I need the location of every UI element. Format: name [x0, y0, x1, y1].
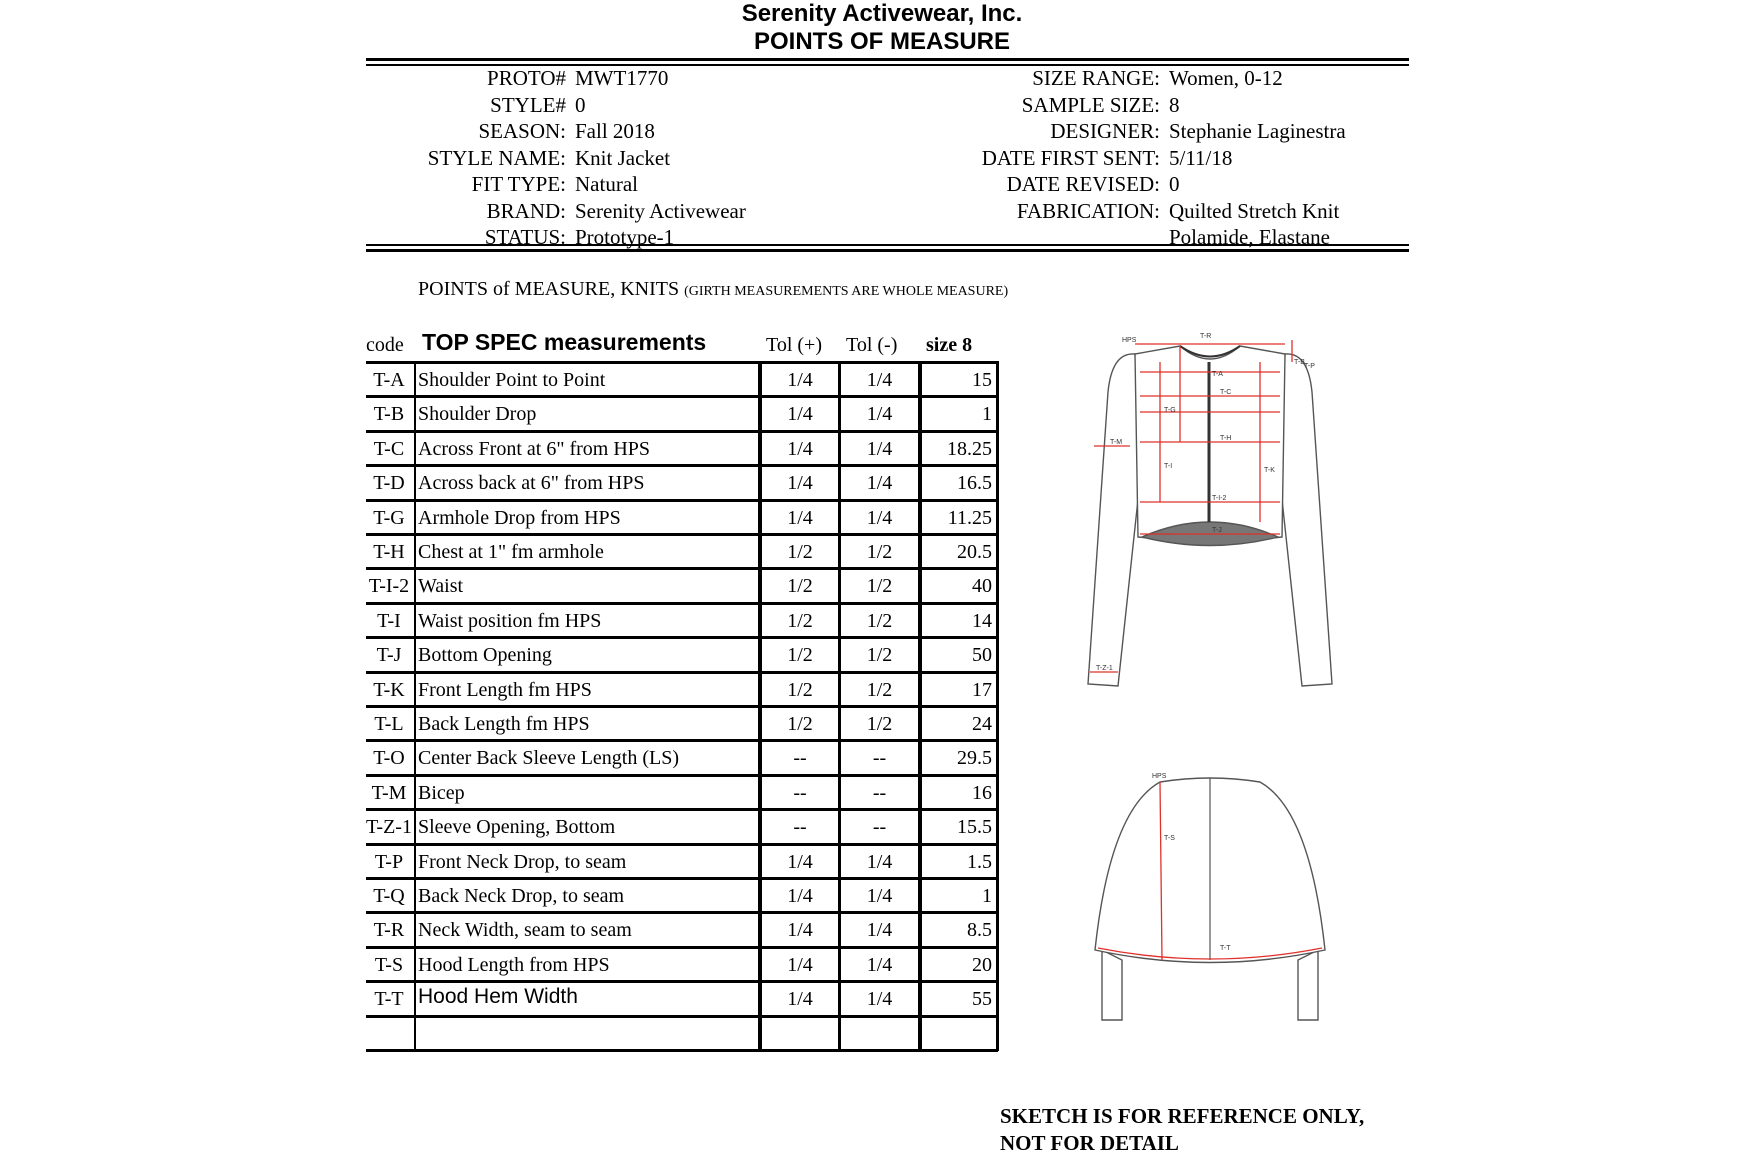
row-size: 1 — [982, 885, 992, 907]
row-description: Armhole Drop from HPS — [418, 506, 621, 529]
row-code: T-L — [374, 713, 404, 735]
row-tol-minus: 1/4 — [866, 885, 893, 907]
row-size: 50 — [972, 644, 992, 667]
info_left-label-3: STYLE NAME: — [427, 145, 566, 170]
table-column-rule — [758, 361, 762, 1051]
table-rule — [366, 395, 998, 398]
table-rule — [366, 602, 998, 605]
row-tol-minus: 1/2 — [866, 678, 893, 701]
front-label-tb: T-B — [1294, 359, 1305, 366]
row-tol-plus: -- — [793, 816, 807, 839]
row-size: 55 — [972, 988, 992, 1011]
row-tol-minus: 1/4 — [866, 472, 893, 495]
row-description: Shoulder Point to Point — [418, 369, 606, 391]
col-header-tol-plus: Tol (+) — [766, 334, 822, 356]
row-description: Front Length fm HPS — [418, 678, 592, 701]
row-size: 8.5 — [967, 919, 992, 942]
info_left-value-0: MWT1770 — [575, 66, 669, 90]
row-tol-plus: 1/2 — [787, 678, 813, 701]
table-rule — [366, 774, 998, 777]
info_left-value-6: Prototype-1 — [575, 225, 675, 249]
table-rule — [366, 567, 998, 570]
row-code: T-Q — [373, 885, 405, 907]
info_left-label-5: BRAND: — [486, 198, 566, 223]
pom-note: (GIRTH MEASUREMENTS ARE WHOLE MEASURE) — [684, 284, 1009, 299]
pom-title — [418, 278, 1008, 301]
row-size: 24 — [972, 713, 992, 735]
header-rule-top — [366, 58, 1409, 61]
row-size: 1 — [982, 403, 992, 426]
table-rule — [366, 636, 998, 639]
front-label-ti2: T-I-2 — [1212, 495, 1227, 502]
row-code: T-I-2 — [368, 575, 410, 598]
disclaimer-line-2: NOT FOR DETAIL — [1000, 1131, 1179, 1155]
row-code: T-H — [373, 541, 405, 563]
row-description: Neck Width, seam to seam — [418, 919, 632, 942]
info_left-label-2: SEASON: — [478, 119, 566, 143]
row-tol-plus: -- — [793, 781, 807, 804]
table-rule — [366, 361, 998, 364]
row-code: T-J — [376, 644, 402, 667]
info_right-value-0: Women, 0-12 — [1169, 66, 1283, 90]
row-tol-minus: 1/2 — [866, 644, 893, 667]
row-tol-plus: 1/4 — [787, 403, 813, 426]
row-code: T-I — [377, 609, 401, 632]
row-tol-minus: 1/4 — [866, 506, 893, 529]
front-label-tr: T-R — [1200, 333, 1212, 340]
row-tol-plus: 1/4 — [787, 885, 813, 907]
row-code: T-R — [373, 919, 405, 942]
back-label-hps: HPS — [1152, 773, 1167, 780]
row-description: Sleeve Opening, Bottom — [418, 816, 616, 839]
table-rule — [366, 705, 998, 708]
info_left-label-4: FIT TYPE: — [471, 172, 566, 196]
row-size: 15 — [972, 369, 992, 391]
table-rule — [366, 430, 998, 433]
row-tol-plus: -- — [793, 747, 807, 770]
table-rule — [366, 739, 998, 742]
row-size: 15.5 — [957, 816, 992, 839]
table-column-rule — [918, 361, 922, 1051]
row-description: Waist position fm HPS — [418, 609, 602, 632]
row-tol-minus: 1/4 — [866, 919, 893, 942]
front-label-th: T-H — [1220, 435, 1232, 442]
row-tol-plus: 1/4 — [787, 919, 813, 942]
row-size: 20 — [972, 953, 992, 976]
row-tol-minus: 1/2 — [866, 713, 893, 735]
row-tol-minus: -- — [872, 781, 887, 804]
row-code: T-K — [373, 678, 405, 701]
row-tol-minus: 1/2 — [866, 609, 893, 632]
front-label-tp: T-P — [1304, 363, 1315, 370]
table-column-rule — [414, 361, 416, 1051]
row-code: T-B — [373, 403, 405, 426]
back-sketch — [1080, 770, 1340, 1032]
front-label-tz1: T-Z-1 — [1096, 665, 1113, 672]
row-tol-plus: 1/4 — [787, 472, 813, 495]
row-code: T-C — [373, 437, 405, 460]
document-title: POINTS OF MEASURE — [753, 28, 1011, 55]
front-label-tg: T-G — [1164, 407, 1176, 414]
col-header-code: code — [366, 334, 404, 356]
info_left-label-0: PROTO# — [487, 66, 566, 90]
row-tol-minus: -- — [872, 816, 887, 839]
row-description: Hood Hem Width — [418, 985, 578, 1009]
info_right-value-2: Stephanie Laginestra — [1169, 119, 1346, 143]
row-code: T-A — [373, 369, 405, 391]
row-description: Bottom Opening — [418, 644, 552, 667]
row-tol-minus: 1/4 — [866, 850, 893, 873]
row-size: 11.25 — [947, 506, 992, 529]
row-tol-plus: 1/4 — [787, 850, 813, 873]
row-tol-minus: 1/4 — [866, 403, 893, 426]
sketch-disclaimer — [1000, 1103, 1364, 1157]
table-column-rule — [838, 361, 841, 1051]
col-header-size: size 8 — [926, 334, 973, 356]
table-rule — [366, 843, 998, 846]
row-description: Across back at 6" from HPS — [418, 472, 645, 495]
row-size: 20.5 — [957, 541, 992, 563]
back-label-tt: T-T — [1220, 945, 1231, 952]
row-tol-plus: 1/2 — [787, 541, 813, 563]
info_right-label-4: DATE REVISED: — [1006, 172, 1160, 196]
front-label-tc: T-C — [1220, 389, 1232, 396]
row-size: 1.5 — [967, 850, 992, 873]
disclaimer-line-1: SKETCH IS FOR REFERENCE ONLY, — [1000, 1104, 1365, 1128]
table-rule — [366, 464, 998, 467]
row-size: 18.25 — [947, 437, 992, 460]
table-rule — [366, 877, 998, 880]
row-tol-plus: 1/2 — [787, 609, 813, 632]
front-label-hps: HPS — [1122, 337, 1137, 344]
table-rule — [366, 533, 998, 536]
row-code: T-O — [373, 747, 405, 770]
front-label-ti: T-I — [1164, 463, 1173, 470]
info_left-value-1: 0 — [575, 92, 586, 117]
row-code: T-M — [371, 781, 407, 804]
row-description: Waist — [418, 575, 464, 598]
front-label-tk: T-K — [1264, 467, 1275, 474]
col-header-tol-minus: Tol (-) — [846, 334, 898, 356]
row-tol-plus: 1/4 — [787, 437, 813, 460]
row-size: 29.5 — [957, 747, 992, 770]
row-tol-minus: 1/4 — [866, 437, 893, 460]
info_right-value-4: 0 — [1169, 172, 1180, 196]
row-tol-minus: -- — [872, 747, 887, 770]
info_right-value-6: Polamide, Elastane — [1169, 225, 1330, 249]
front-label-tj: T-J — [1212, 527, 1222, 534]
row-description: Across Front at 6" from HPS — [418, 437, 651, 460]
row-tol-minus: 1/2 — [866, 575, 893, 598]
row-description: Back Length fm HPS — [418, 713, 590, 735]
back-label-ts: T-S — [1164, 835, 1175, 842]
row-size: 14 — [972, 609, 992, 632]
table-rule — [366, 499, 998, 502]
row-tol-plus: 1/4 — [787, 506, 813, 529]
info_right-value-5: Quilted Stretch Knit — [1169, 198, 1340, 223]
row-code: T-D — [373, 472, 405, 495]
row-description: Bicep — [418, 781, 465, 804]
row-description: Hood Length from HPS — [418, 953, 610, 976]
row-tol-plus: 1/4 — [787, 953, 813, 976]
info_right-label-5: FABRICATION: — [1016, 198, 1160, 223]
info_right-label-1: SAMPLE SIZE: — [1021, 92, 1160, 117]
row-tol-minus: 1/2 — [866, 541, 893, 563]
info_right-label-6 — [960, 224, 1160, 250]
table-rule — [366, 911, 998, 914]
table-rule — [366, 980, 998, 983]
pom-title-text: POINTS of MEASURE, KNITS — [418, 278, 680, 300]
row-code: T-G — [373, 506, 405, 529]
table-column-rule — [996, 361, 999, 1051]
row-description: Front Neck Drop, to seam — [418, 850, 627, 873]
info_left-value-2: Fall 2018 — [575, 119, 655, 143]
table-rule — [366, 1015, 998, 1018]
table-rule — [366, 671, 998, 674]
info_left-label-1: STYLE# — [490, 92, 566, 117]
row-description: Back Neck Drop, to seam — [418, 885, 625, 907]
company-name: Serenity Activewear, Inc. — [741, 0, 1023, 27]
info_left-value-5: Serenity Activewear — [575, 198, 746, 223]
row-tol-minus: 1/4 — [866, 953, 893, 976]
info_right-label-2: DESIGNER: — [1050, 119, 1160, 143]
info_right-label-0: SIZE RANGE: — [1032, 66, 1160, 90]
info_left-label-6: STATUS: — [484, 225, 566, 249]
table-rule — [366, 808, 998, 811]
row-size: 17 — [972, 678, 992, 701]
row-tol-plus: 1/2 — [787, 575, 813, 598]
front-label-tm: T-M — [1110, 439, 1123, 446]
front-label-ta: T-A — [1212, 371, 1223, 378]
row-description: Center Back Sleeve Length (LS) — [418, 747, 680, 770]
row-code: T-T — [374, 988, 404, 1011]
row-code: T-S — [374, 953, 404, 976]
row-tol-plus: 1/4 — [787, 369, 813, 391]
info_right-value-3: 5/11/18 — [1169, 145, 1233, 170]
row-tol-minus: 1/4 — [866, 988, 893, 1011]
info_left-value-3: Knit Jacket — [575, 145, 671, 170]
table-rule — [366, 1049, 998, 1052]
row-tol-plus: 1/4 — [787, 988, 813, 1011]
front-sketch — [1060, 332, 1360, 692]
row-size: 16 — [972, 781, 992, 804]
row-code: T-P — [374, 850, 404, 873]
info_right-label-3: DATE FIRST SENT: — [981, 145, 1160, 170]
row-tol-minus: 1/4 — [866, 369, 893, 391]
col-header-desc: TOP SPEC measurements — [422, 329, 707, 355]
info_left-value-4: Natural — [575, 172, 638, 196]
row-tol-plus: 1/2 — [787, 713, 813, 735]
row-tol-plus: 1/2 — [787, 644, 813, 667]
row-code: T-Z-1 — [366, 816, 412, 839]
info_right-value-1: 8 — [1169, 92, 1180, 117]
row-description: Chest at 1" fm armhole — [418, 541, 604, 563]
table-rule — [366, 946, 998, 949]
row-size: 16.5 — [957, 472, 992, 495]
row-size: 40 — [972, 575, 992, 598]
row-description: Shoulder Drop — [418, 403, 537, 426]
